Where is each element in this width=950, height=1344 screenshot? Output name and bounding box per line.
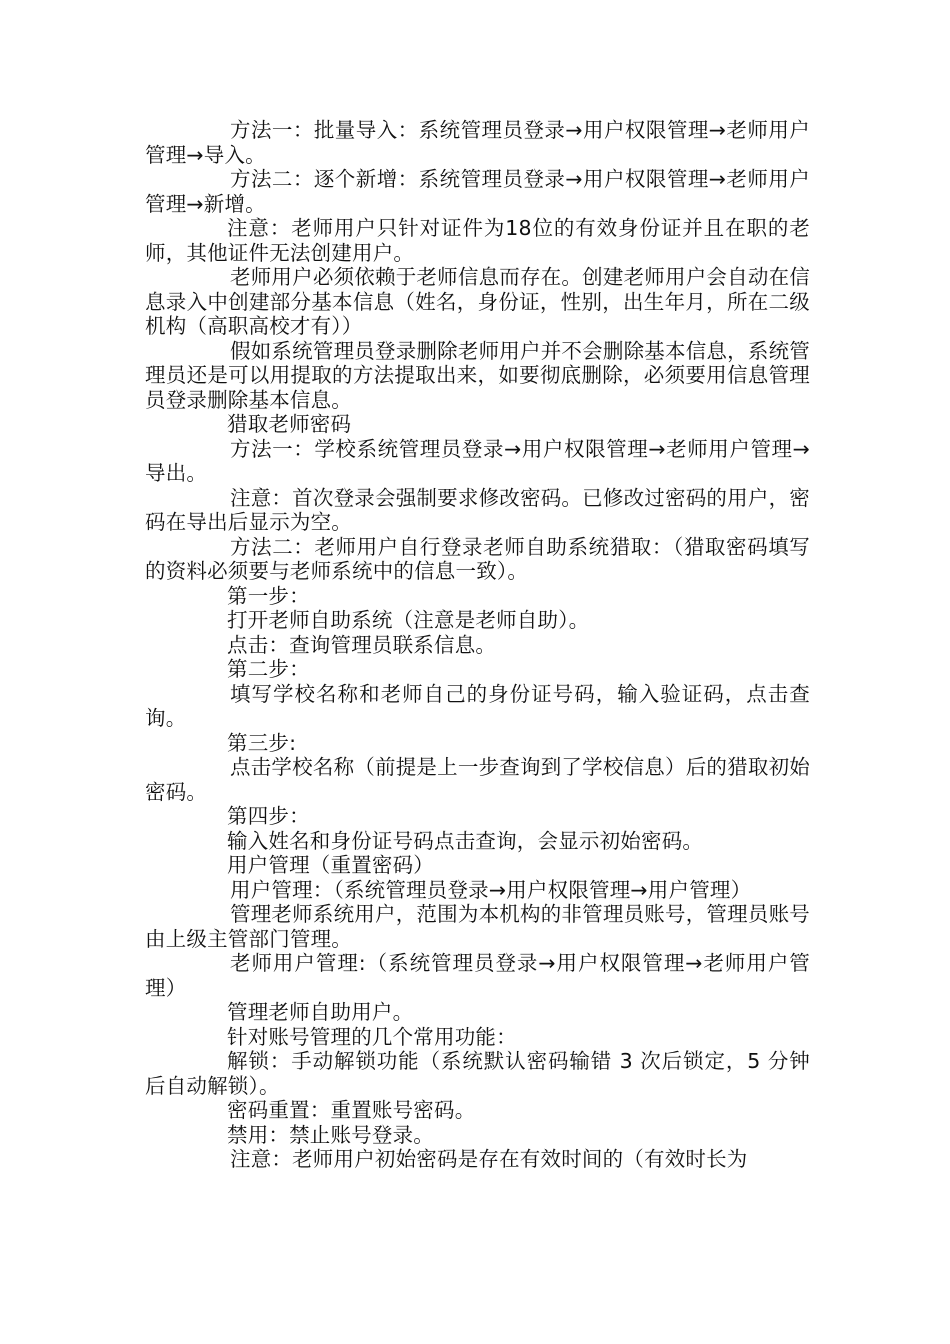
step-three-heading: 第三步: <box>227 730 297 755</box>
paragraph-user-management-scope: 管理老师系统用户，范围为本机构的非管理员账号，管理员账号由上级主管部门管理。 <box>145 902 810 951</box>
paragraph-user-management-path: 用户管理：（系统管理员登录→用户权限管理→用户管理） <box>230 877 752 902</box>
paragraph-teacher-info-dependency: 老师用户必须依赖于老师信息而存在。创建老师用户会自动在信息录入中创建部分基本信息（姓名，身份证，性别，出生年月，所在二级机构（高职高校才有）） <box>145 265 810 338</box>
step-two-fill-info: 填写学校名称和老师自己的身份证号码，输入验证码，点击查询。 <box>145 681 810 730</box>
paragraph-password-method-two: 方法二：老师用户自行登录老师自助系统猎取：（猎取密码填写的资料必须要与老师系统中的信息一致）。 <box>145 534 810 583</box>
paragraph-method-two-add: 方法二：逐个新增：系统管理员登录→用户权限管理→老师用户管理→新增。 <box>145 167 810 216</box>
document-body <box>145 118 810 1172</box>
paragraph-common-functions: 针对账号管理的几个常用功能： <box>227 1024 517 1049</box>
paragraph-password-note: 注意：首次登录会强制要求修改密码。已修改过密码的用户，密码在导出后显示为空。 <box>145 485 810 534</box>
paragraph-password-reset: 密码重置：重置账号密码。 <box>227 1098 476 1122</box>
paragraph-initial-password-validity: 注意：老师用户初始密码是存在有效时间的（有效时长为 <box>230 1147 748 1171</box>
step-two-heading: 第二步： <box>227 657 310 681</box>
step-four-input-name: 输入姓名和身份证号码点击查询，会显示初始密码。 <box>227 828 704 853</box>
paragraph-unlock: 解锁：手动解锁功能（系统默认密码输错 3 次后锁定，5 分钟后自动解锁）。 <box>145 1049 810 1098</box>
step-one-heading: 第一步： <box>227 583 310 608</box>
paragraph-delete-user: 假如系统管理员登录删除老师用户并不会删除基本信息，系统管理员还是可以用提取的方法提取出来，如要彻底删除，必须要用信息管理员登录删除基本信息。 <box>145 338 810 412</box>
paragraph-disable: 禁用：禁止账号登录。 <box>227 1122 434 1147</box>
step-four-heading: 第四步： <box>227 804 310 828</box>
paragraph-manage-self-service: 管理老师自助用户。 <box>227 1000 414 1024</box>
paragraph-method-one-import: 方法一：批量导入：系统管理员登录→用户权限管理→老师用户管理→导入。 <box>145 118 810 167</box>
section-heading-get-password: 猎取老师密码 <box>227 412 352 436</box>
paragraph-note-id-card: 注意：老师用户只针对证件为18位的有效身份证并且在职的老师，其他证件无法创建用户。 <box>145 216 810 265</box>
paragraph-teacher-user-management-path: 老师用户管理:（系统管理员登录→用户权限管理→老师用户管理） <box>145 951 810 1000</box>
paragraph-password-method-one: 方法一：学校系统管理员登录→用户权限管理→老师用户管理→导出。 <box>145 436 810 485</box>
step-one-open-system: 打开老师自助系统（注意是老师自助）。 <box>227 608 590 632</box>
step-one-click-query: 点击：查询管理员联系信息。 <box>227 632 497 657</box>
step-three-click-school: 点击学校名称（前提是上一步查询到了学校信息）后的猎取初始密码。 <box>145 755 810 804</box>
section-heading-user-management: 用户管理（重置密码） <box>227 853 434 877</box>
